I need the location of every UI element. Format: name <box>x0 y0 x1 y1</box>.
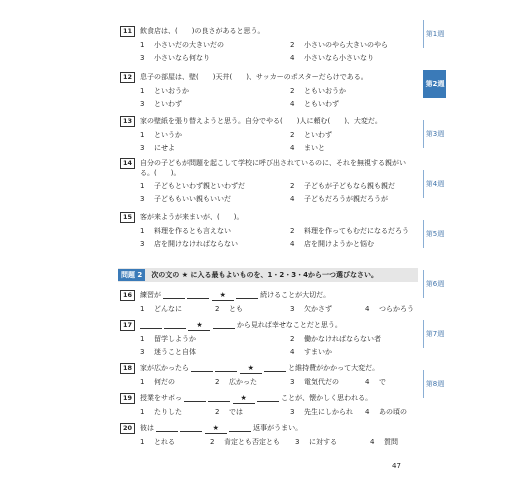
question-number: 11 <box>120 26 135 37</box>
question-20 <box>120 423 410 447</box>
week-tab-3[interactable]: 第3週 <box>423 120 446 148</box>
question-11 <box>120 26 410 63</box>
week-tab-4[interactable]: 第4週 <box>423 170 446 198</box>
option[interactable]: 1 たりした <box>140 408 182 416</box>
star-blank: ★ <box>205 423 227 434</box>
page-number: 47 <box>392 462 401 470</box>
question-stem: 息子の部屋は、壁( )天井( )、サッカーのポスターだらけである。 <box>140 73 368 81</box>
option[interactable]: 3 といわず <box>140 100 182 108</box>
question-15 <box>120 212 410 249</box>
question-number: 20 <box>120 423 135 434</box>
week-tab-2[interactable]: 第2週 <box>423 70 446 98</box>
question-16 <box>120 290 414 314</box>
question-stem: 彼は ★ 返事がうまい。 <box>140 424 303 432</box>
section-header <box>118 268 418 282</box>
option[interactable]: 3 小さいなら何なり <box>140 54 210 62</box>
option[interactable]: 1 何だの <box>140 378 175 386</box>
option[interactable]: 3 子どももいい親もいいだ <box>140 195 231 203</box>
option[interactable]: 4 小さいなら小さいなり <box>290 54 374 62</box>
option[interactable]: 3 先生にしかられ <box>290 408 353 416</box>
question-stem: 飲食店は、( )の良さがあると思う。 <box>140 27 265 35</box>
option[interactable]: 2 では <box>215 408 243 416</box>
question-13 <box>120 116 410 153</box>
option[interactable]: 4 ともいわず <box>290 100 339 108</box>
star-blank: ★ <box>188 320 210 331</box>
option[interactable]: 4 つらかろう <box>365 305 414 313</box>
option[interactable]: 3 にせよ <box>140 144 175 152</box>
week-tab-5[interactable]: 第5週 <box>423 220 446 248</box>
option[interactable]: 2 働かなければならない者 <box>290 335 381 343</box>
option[interactable]: 3 迷うこと自体 <box>140 348 196 356</box>
option[interactable]: 4 質問 <box>370 438 398 446</box>
option[interactable]: 2 肯定とも否定とも <box>210 438 280 446</box>
question-stem: 家が広かったら ★ と維持費がかかって大変だ。 <box>140 364 380 372</box>
option[interactable]: 3 に対する <box>295 438 337 446</box>
star-blank: ★ <box>233 393 255 404</box>
option[interactable]: 1 子どもといわず親といわずだ <box>140 182 245 190</box>
option[interactable]: 2 小さいのやら大きいのやら <box>290 41 388 49</box>
star-blank: ★ <box>240 363 262 374</box>
question-number: 15 <box>120 212 135 223</box>
question-stem: 授業をサボっ ★ ことが、懐かしく思われる。 <box>140 394 373 402</box>
option[interactable]: 1 とれる <box>140 438 175 446</box>
question-stem: ★ から見れば幸せなことだと思う。 <box>140 320 410 331</box>
option[interactable]: 1 小さいだの大きいだの <box>140 41 224 49</box>
option[interactable]: 4 すまいか <box>290 348 332 356</box>
question-17 <box>120 320 410 357</box>
option[interactable]: 2 料理を作ってもむだになるだろう <box>290 227 409 235</box>
week-tab-6[interactable]: 第6週 <box>423 270 446 298</box>
question-number: 13 <box>120 116 135 127</box>
option[interactable]: 4 あの頃の <box>365 408 407 416</box>
option[interactable]: 4 で <box>365 378 386 386</box>
option[interactable]: 4 まいと <box>290 144 325 152</box>
question-number: 18 <box>120 363 135 374</box>
star-blank: ★ <box>212 290 234 301</box>
question-number: 16 <box>120 290 135 301</box>
question-number: 17 <box>120 320 135 331</box>
question-12 <box>120 72 410 109</box>
option[interactable]: 2 子どもが子どもなら親も親だ <box>290 182 395 190</box>
question-stem: 自分の子どもが問題を起こして学校に呼び出されているのに、それを無視する親がいる。( )。 <box>140 159 406 177</box>
week-tab-1[interactable]: 第1週 <box>423 20 446 48</box>
question-18 <box>120 363 410 387</box>
option[interactable]: 4 子どもだろうが親だろうが <box>290 195 388 203</box>
option[interactable]: 2 といわず <box>290 131 332 139</box>
option[interactable]: 3 店を開けなければならない <box>140 240 238 248</box>
question-stem: 練習が ★ 続けることが大切だ。 <box>140 291 331 299</box>
option[interactable]: 4 店を開けようかと悩む <box>290 240 374 248</box>
question-number: 19 <box>120 393 135 404</box>
week-tab-8[interactable]: 第8週 <box>423 370 446 398</box>
question-stem: 客が来ようが来まいが、( )。 <box>140 213 244 221</box>
option[interactable]: 1 料理を作るとも言えない <box>140 227 231 235</box>
option[interactable]: 1 どんなに <box>140 305 182 313</box>
question-stem: 家の壁紙を張り替えようと思う。自分でやる( )人に頼む( )、大変だ。 <box>140 117 382 125</box>
option[interactable]: 1 留学しようか <box>140 335 196 343</box>
option[interactable]: 1 といおうか <box>140 87 189 95</box>
question-14 <box>120 158 410 204</box>
option[interactable]: 3 欠かさず <box>290 305 332 313</box>
option[interactable]: 3 電気代だの <box>290 378 339 386</box>
question-number: 12 <box>120 72 135 83</box>
option[interactable]: 1 というか <box>140 131 182 139</box>
option[interactable]: 2 広かった <box>215 378 257 386</box>
question-number: 14 <box>120 158 135 169</box>
option[interactable]: 2 とも <box>215 305 243 313</box>
section-instructions: 次の文の ★ に入る最もよいものを、1・2・3・4から一つ選びなさい。 <box>151 271 378 279</box>
option[interactable]: 2 ともいおうか <box>290 87 346 95</box>
section-badge: 問題 2 <box>118 269 145 281</box>
week-tab-7[interactable]: 第7週 <box>423 320 446 348</box>
question-19 <box>120 393 410 417</box>
